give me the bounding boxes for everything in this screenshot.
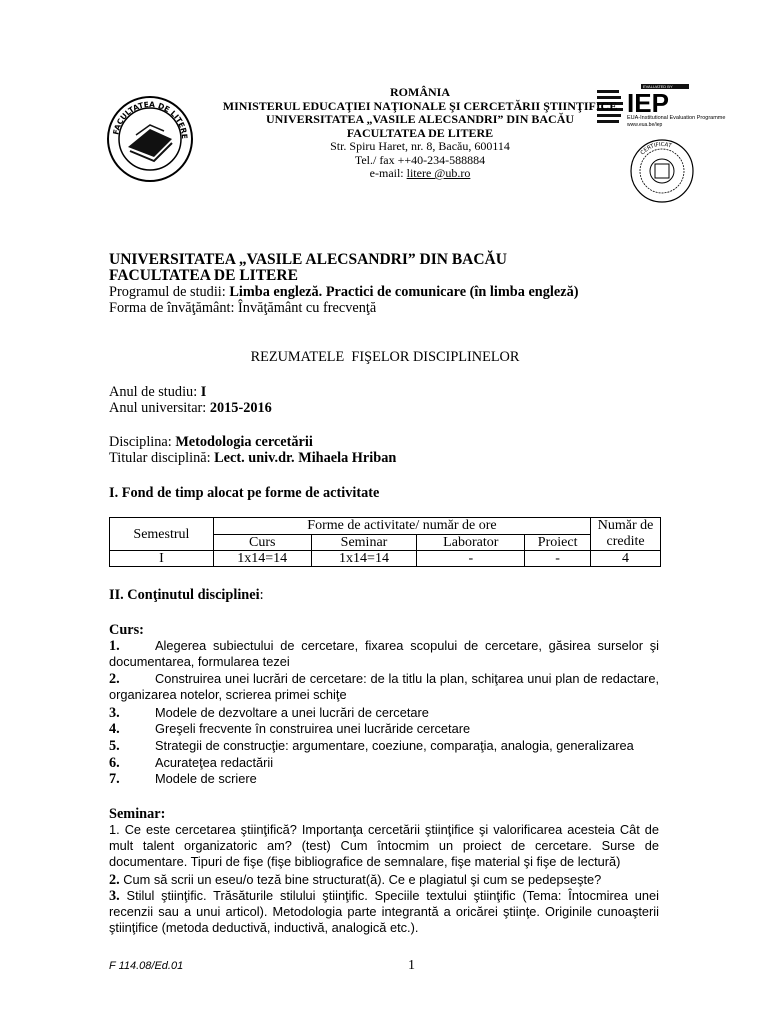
curs-item-text: Greşeli frecvente în construirea unei lucrăride cercetare: [155, 721, 471, 736]
document-title: REZUMATELE FIŞELOR DISCIPLINELOR: [250, 349, 520, 365]
faculty-logo: [106, 95, 194, 183]
curs-item-num: 3.: [109, 705, 120, 721]
titular-value: Lect. univ.dr. Mihaela Hriban: [214, 450, 397, 466]
academic-label: Anul universitar:: [109, 400, 210, 416]
col-seminar: Seminar: [311, 534, 417, 551]
discipline-label: Disciplina:: [109, 434, 176, 450]
seminar-item-num: 2.: [109, 872, 120, 888]
letterhead: [200, 86, 640, 181]
letterhead-ministry: MINISTERUL EDUCAŢIEI NAŢIONALE ŞI CERCETĂRII ŞTIINŢIFICE: [222, 98, 618, 113]
col-laborator: Laborator: [417, 534, 525, 551]
academic-value: 2015-2016: [209, 400, 272, 416]
iep-caption: EUA-Institutional Evaluation Programme: [627, 115, 726, 121]
curs-item-text: Strategii de construcţie: argumentare, coeziune, comparaţia, analogia, generalizarea: [155, 738, 634, 753]
letterhead-faculty: FACULTATEA DE LITERE: [346, 125, 494, 140]
table-row: [110, 551, 661, 567]
seminar-item-text: Cum să scrii un eseu/o teză bine structurat(ă). Ce e plagiatul şi cum se pedepseşte?: [123, 872, 602, 887]
academic-line: [109, 400, 272, 416]
col-forme: Forme de activitate/ număr de ore: [213, 518, 590, 535]
form-value: Învăţământ cu frecvenţă: [238, 300, 377, 316]
cell-seminar: 1x14=14: [311, 551, 417, 567]
curs-item-text: Alegerea subiectului de cercetare, fixarea scopului de cercetare, găsirea surselor şi documentarea, formularea tezei: [109, 638, 659, 669]
activity-table: [109, 517, 661, 567]
curs-item: [109, 721, 659, 737]
form-code: F 114.08/Ed.01: [109, 960, 184, 972]
cell-semestru: I: [110, 551, 214, 567]
curs-item-text: Modele de dezvoltare a unei lucrări de cercetare: [155, 705, 429, 720]
curs-item-num: 6.: [109, 755, 120, 771]
col-credite: Număr de credite: [591, 518, 661, 551]
col-proiect: Proiect: [525, 534, 591, 551]
section2-heading: II. Conţinutul disciplinei: [109, 587, 260, 603]
discipline-value: Metodologia cercetării: [175, 434, 313, 450]
cell-laborator: -: [417, 551, 525, 567]
seminar-item-text: Stilul ştiinţific. Trăsăturile stilului ştiinţific. Speciile textului ştiinţific (Tema: Întocmirea unei recenzii sau a unui articol). Metodologia parte integrantă a oricărei ştiinţe. Originile cunoaşterii ştiinţifice (metoda deductivă, inductivă, analogică etc.).: [109, 888, 659, 935]
email-link[interactable]: litere @ub.ro: [406, 166, 471, 180]
intro-faculty: FACULTATEA DE LITERE: [109, 267, 298, 284]
year-line: [109, 384, 206, 400]
curs-item-text: Modele de scriere: [155, 771, 257, 786]
iep-brand: IEP: [627, 88, 669, 118]
letterhead-university: UNIVERSITATEA „VASILE ALECSANDRI” DIN BACĂU: [265, 112, 575, 126]
col-curs: Curs: [213, 534, 311, 551]
curs-item-num: 5.: [109, 738, 120, 754]
program-value: Limba engleză. Practici de comunicare (în limba engleză): [229, 284, 579, 300]
curs-item-text: Construirea unei lucrări de cercetare: de la titlu la plan, schiţarea unui plan de redactare, organizarea notelor, scrierea primei schiţe: [109, 671, 659, 702]
curs-item-num: 4.: [109, 721, 120, 737]
seminar-item: [109, 888, 659, 936]
table-header-row: [110, 518, 661, 535]
iep-caption-top: EVALUATED BY: [643, 84, 673, 89]
curs-item: [109, 638, 659, 670]
section1-heading: I. Fond de timp alocat pe forme de activitate: [109, 485, 380, 501]
curs-label: Curs:: [109, 622, 144, 638]
seminar-item-num: 1.: [109, 822, 120, 837]
email-label: e-mail:: [369, 166, 407, 180]
page-number: 1: [408, 958, 415, 973]
year-value: I: [200, 384, 207, 400]
curs-item: [109, 755, 659, 771]
program-line: [109, 284, 578, 300]
seminar-label: Seminar:: [109, 806, 166, 822]
titular-label: Titular disciplină:: [109, 450, 215, 466]
cell-credite: 4: [591, 551, 661, 567]
letterhead-country: ROMÂNIA: [390, 85, 450, 99]
seminar-item: [109, 822, 659, 870]
curs-item-text: Acurateţea redactării: [155, 755, 274, 770]
curs-item-num: 1.: [109, 638, 120, 654]
discipline-line: [109, 434, 313, 450]
seminar-item-text: Ce este cercetarea ştiinţifică? Importanţa cercetării ştiinţifice şi valorificarea acesteia Cât de mult talent organizatoric am? (test) Cum întocmim un proiect de cercetare. Surse de documentare. Tipuri de fişe (fişe bibliografice de semnalare, fişe material şi fişe de lectură): [109, 822, 659, 869]
curs-item: [109, 771, 659, 787]
form-line: [109, 300, 376, 316]
section2-colon: :: [259, 587, 264, 603]
titular-line: [109, 450, 396, 466]
logo-left-text: FACULTATEA DE LITERE: [111, 99, 190, 140]
iep-url: www.eua.be/iep: [627, 122, 663, 128]
intro-university: UNIVERSITATEA „VASILE ALECSANDRI” DIN BACĂU: [109, 251, 507, 268]
year-label: Anul de studiu:: [109, 384, 201, 400]
seminar-item: [109, 872, 659, 888]
section2-heading-line: [109, 587, 264, 603]
cell-curs: 1x14=14: [213, 551, 311, 567]
form-label: Forma de învăţământ:: [109, 300, 239, 316]
curs-item: [109, 705, 659, 721]
letterhead-address: Str. Spiru Haret, nr. 8, Bacău, 600114: [330, 139, 510, 153]
program-label: Programul de studii:: [109, 284, 230, 300]
letterhead-email-line: [200, 167, 640, 181]
curs-item-num: 7.: [109, 771, 120, 787]
cell-proiect: -: [525, 551, 591, 567]
seal-text: CERTIFICAT: [639, 141, 673, 157]
col-semestru: Semestrul: [110, 518, 214, 551]
curs-item: [109, 738, 659, 754]
letterhead-phone: Tel./ fax ++40-234-588884: [354, 152, 486, 167]
curs-item-num: 2.: [109, 671, 120, 687]
curs-item: [109, 671, 659, 703]
seminar-item-num: 3.: [109, 888, 120, 904]
